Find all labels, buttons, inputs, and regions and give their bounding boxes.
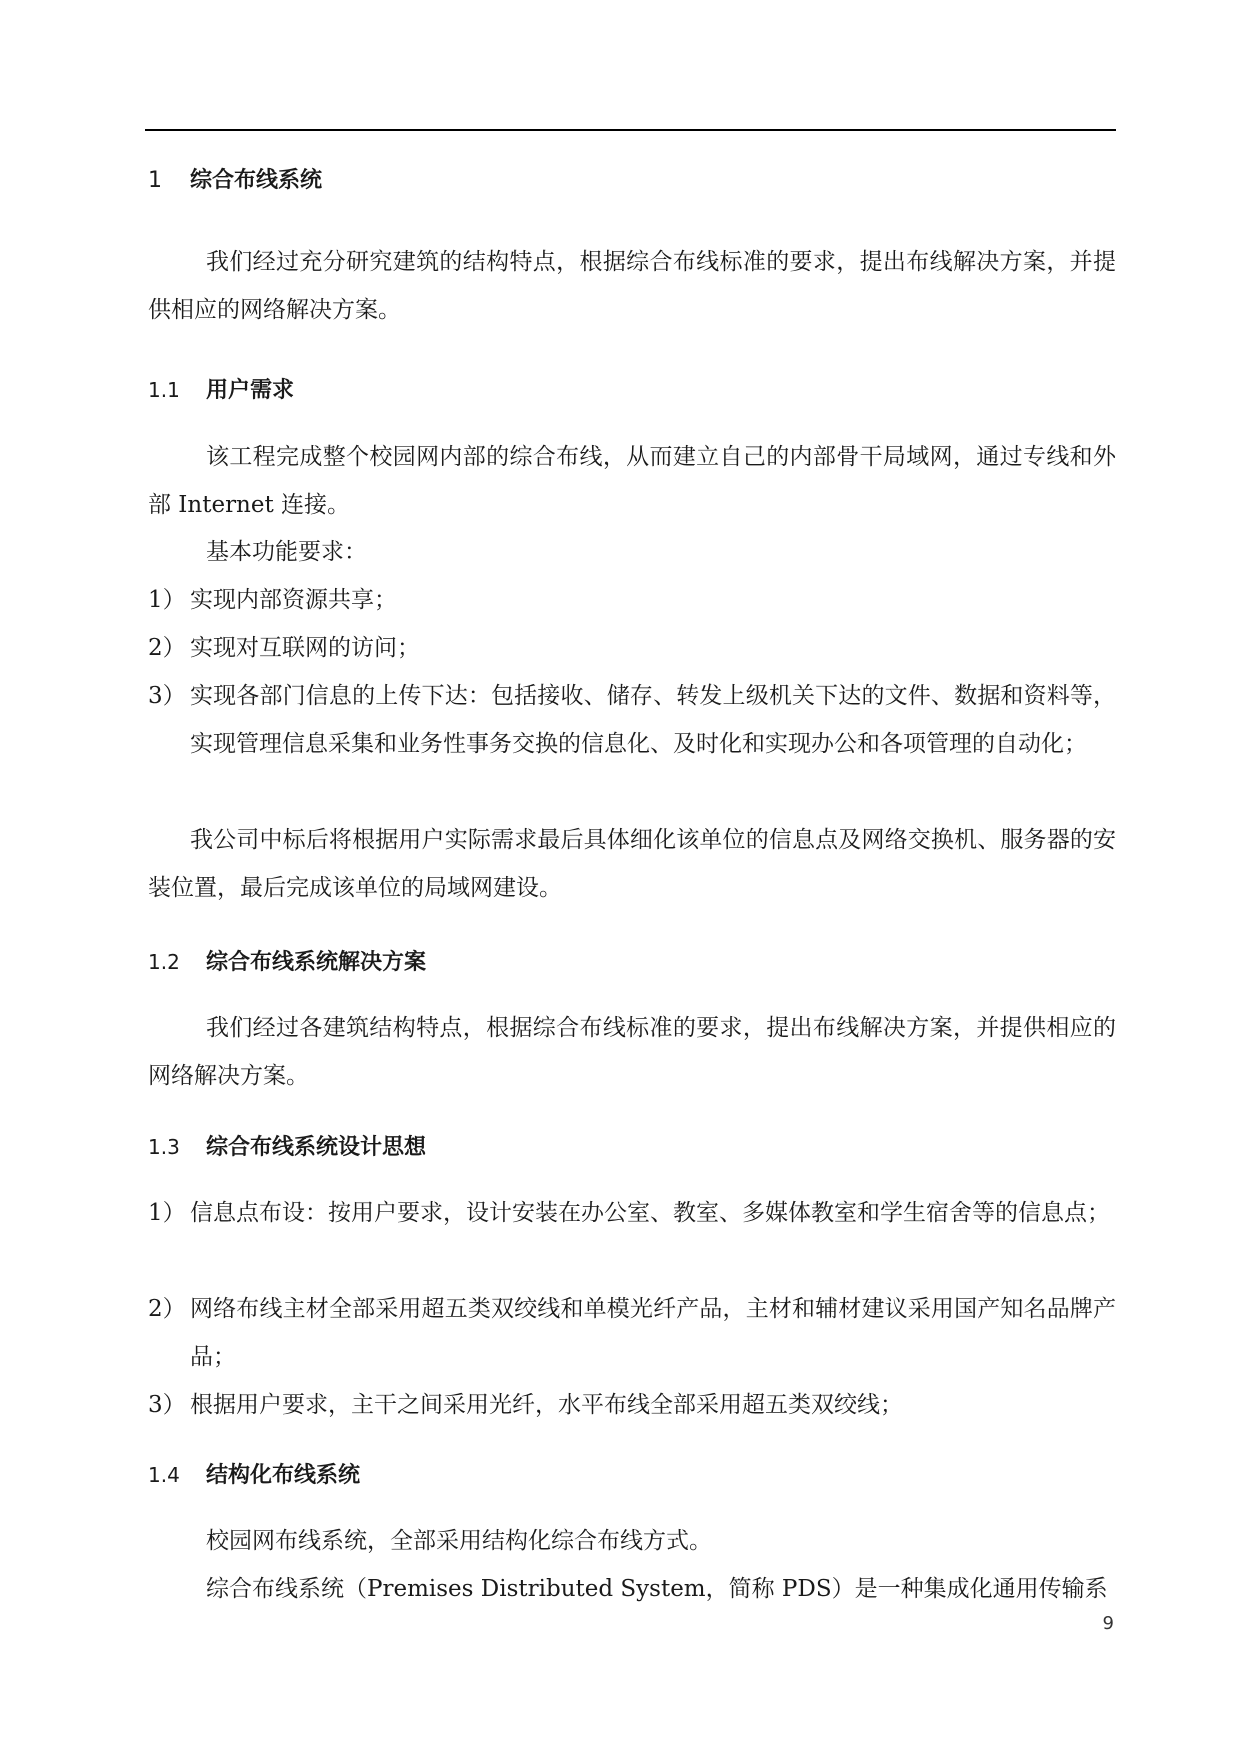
list-item bbox=[148, 1189, 1116, 1237]
subsection-heading-1-4 bbox=[148, 1458, 360, 1489]
subsection-heading-1-1 bbox=[148, 373, 294, 404]
list-item-text: 根据用户要求，主干之间采用光纤，水平布线全部采用超五类双绞线； bbox=[190, 1392, 903, 1418]
list-item-text: 实现内部资源共享； bbox=[190, 587, 397, 613]
subsection-heading-1-3 bbox=[148, 1130, 426, 1161]
subsection-number: 1.2 bbox=[148, 950, 180, 974]
solution-paragraph: 我们经过各建筑结构特点，根据综合布线标准的要求，提出布线解决方案，并提供相应的网络解决方案。 bbox=[148, 1015, 1116, 1089]
list-item bbox=[148, 576, 1116, 624]
list-item-text: 网络布线主材全部采用超五类双绞线和单模光纤产品，主材和辅材建议采用国产知名品牌产品； bbox=[190, 1296, 1116, 1370]
subsection-title: 用户需求 bbox=[206, 378, 295, 403]
subsection-number: 1.3 bbox=[148, 1135, 180, 1159]
list-item bbox=[148, 1285, 1116, 1381]
closing-paragraph: 我公司中标后将根据用户实际需求最后具体细化该单位的信息点及网络交换机、服务器的安装位置，最后完成该单位的局域网建设。 bbox=[148, 827, 1116, 901]
requirements-paragraph: 该工程完成整个校园网内部的综合布线，从而建立自己的内部骨干局域网，通过专线和外部 Internet 连接。 bbox=[148, 444, 1116, 518]
subsection-number: 1.1 bbox=[148, 378, 180, 402]
section-heading bbox=[148, 163, 322, 194]
list-marker: 2） bbox=[148, 635, 186, 661]
subsection-title: 结构化布线系统 bbox=[206, 1463, 361, 1488]
list-item-text: 信息点布设：按用户要求，设计安装在办公室、教室、多媒体教室和学生宿舍等的信息点； bbox=[190, 1200, 1110, 1226]
list-item-text: 实现对互联网的访问； bbox=[190, 635, 420, 661]
list-marker: 1） bbox=[148, 1200, 186, 1226]
subsection-number: 1.4 bbox=[148, 1463, 180, 1487]
page-number: 9 bbox=[1102, 1613, 1114, 1634]
list-item bbox=[148, 672, 1116, 768]
list-marker: 2） bbox=[148, 1296, 186, 1322]
subsection-title: 综合布线系统解决方案 bbox=[206, 950, 427, 975]
subsection-heading-1-2 bbox=[148, 945, 426, 976]
list-marker: 1） bbox=[148, 587, 186, 613]
list-marker: 3） bbox=[148, 683, 186, 709]
structured-paragraph-1: 校园网布线系统，全部采用结构化综合布线方式。 bbox=[206, 1528, 712, 1554]
list-item-text: 实现各部门信息的上传下达：包括接收、储存、转发上级机关下达的文件、数据和资料等，实现管理信息采集和业务性事务交换的信息化、及时化和实现办公和各项管理的自动化； bbox=[190, 683, 1116, 757]
header-rule bbox=[145, 129, 1116, 131]
section-number: 1 bbox=[148, 168, 162, 193]
subsection-title: 综合布线系统设计思想 bbox=[206, 1135, 427, 1160]
list-item bbox=[148, 1381, 1116, 1429]
section-title: 综合布线系统 bbox=[190, 168, 323, 193]
requirements-lead: 基本功能要求： bbox=[206, 539, 367, 565]
structured-paragraph-2: 综合布线系统（Premises Distributed System，简称 PDS）是一种集成化通用传输系 bbox=[206, 1576, 1108, 1602]
intro-paragraph: 我们经过充分研究建筑的结构特点，根据综合布线标准的要求，提出布线解决方案，并提供相应的网络解决方案。 bbox=[148, 249, 1116, 323]
list-item bbox=[148, 624, 1116, 672]
list-marker: 3） bbox=[148, 1392, 186, 1418]
